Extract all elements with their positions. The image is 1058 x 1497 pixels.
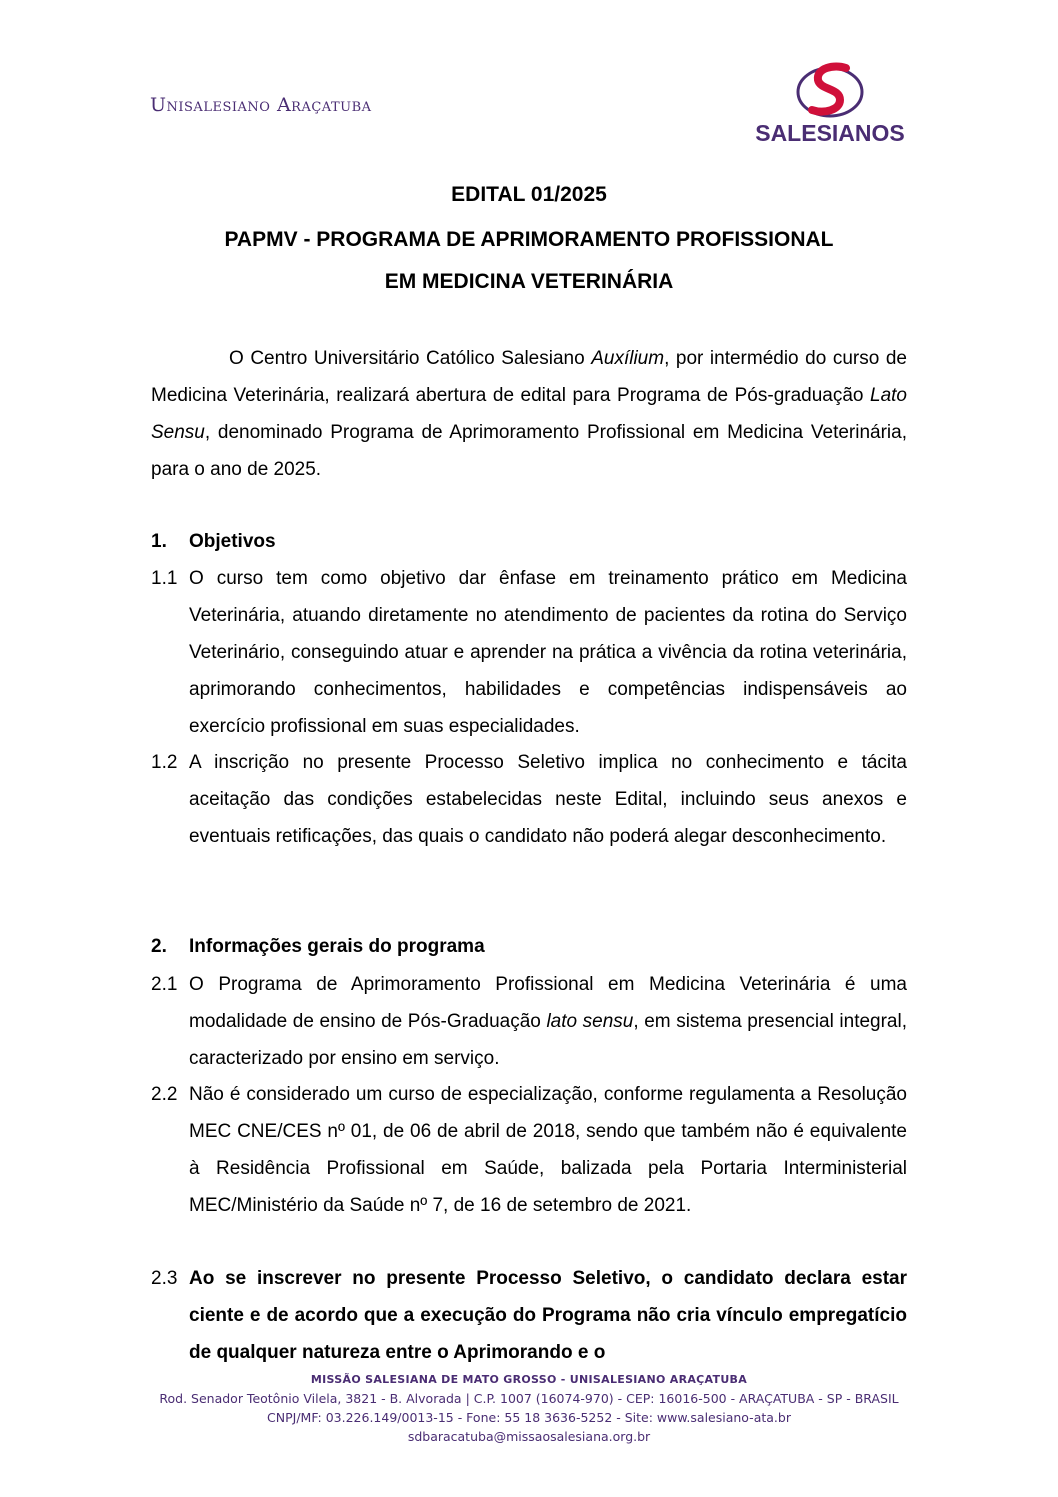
intro-paragraph: O Centro Universitário Católico Salesiano Auxílium, por intermédio do curso de Medicina Veterinária, realizará abertura de edital para Programa de Pós-graduação Lato Sensu, denominado Programa de Aprimoramento Profissional em Medicina Veterinária, para o ano de 2025. [151,348,907,480]
program-title-line1: PAPMV - PROGRAMA DE APRIMORAMENTO PROFISSIONAL [224,228,834,251]
item-1-1: 1.1 O curso tem como objetivo dar ênfase em treinamento prático em Medicina Veterinária, atuando diretamente no atendimento de pacientes da rotina do Serviço Veterinário, conseguindo atuar e aprender na prática a vivência da rotina veterinária, aprimorando conhecimentos, habilidades e competências indispensáveis ao exercício profissional em suas especialidades. [151,568,907,737]
program-title-line2: EM MEDICINA VETERINÁRIA [384,270,674,293]
salesianos-s-icon [794,62,866,124]
footer-institution: MISSÃO SALESIANA DE MATO GROSSO - UNISALESIANO ARAÇATUBA [310,1373,748,1386]
footer-email: sdbaracatuba@missaosalesiana.org.br [407,1429,651,1444]
item-2-3: 2.3 Ao se inscrever no presente Processo Seletivo, o candidato declara estar ciente e de acordo que a execução do Programa não cria vínculo empregatício de qualquer natureza entre o Aprimorando e o [151,1268,907,1363]
footer-address: Rod. Senador Teotônio Vilela, 3821 - B. Alvorada | C.P. 1007 (16074-970) - CEP: 16016-500 - ARAÇATUBA - SP - BRASIL [159,1391,899,1406]
institution-name: Unisalesiano Araçatuba [150,94,372,116]
section-heading-informacoes: 2. Informações gerais do programa [151,936,485,957]
edital-title: EDITAL 01/2025 [451,183,607,206]
section-heading-objetivos: 1. Objetivos [151,531,276,552]
item-1-2: 1.2 A inscrição no presente Processo Seletivo implica no conhecimento e tácita aceitação das condições estabelecidas neste Edital, incluindo seus anexos e eventuais retificações, das quais o candidato não poderá alegar desconhecimento. [151,752,907,847]
logo-text: SALESIANOS [755,120,905,146]
item-2-1: 2.1 O Programa de Aprimoramento Profissional em Medicina Veterinária é uma modalidade de ensino de Pós-Graduação lato sensu, em sistema presencial integral, caracterizado por ensino em serviço. [151,974,908,1069]
salesianos-logo [750,62,910,154]
item-2-2: 2.2 Não é considerado um curso de especialização, conforme regulamenta a Resolução MEC CNE/CES nº 01, de 06 de abril de 2018, sendo que também não é equivalente à Residência Profissional em Saúde, balizada pela Portaria Interministerial MEC/Ministério da Saúde nº 7, de 16 de setembro de 2021. [151,1084,907,1216]
footer-contact: CNPJ/MF: 03.226.149/0013-15 - Fone: 55 18 3636-5252 - Site: www.salesiano-ata.br [267,1410,791,1425]
